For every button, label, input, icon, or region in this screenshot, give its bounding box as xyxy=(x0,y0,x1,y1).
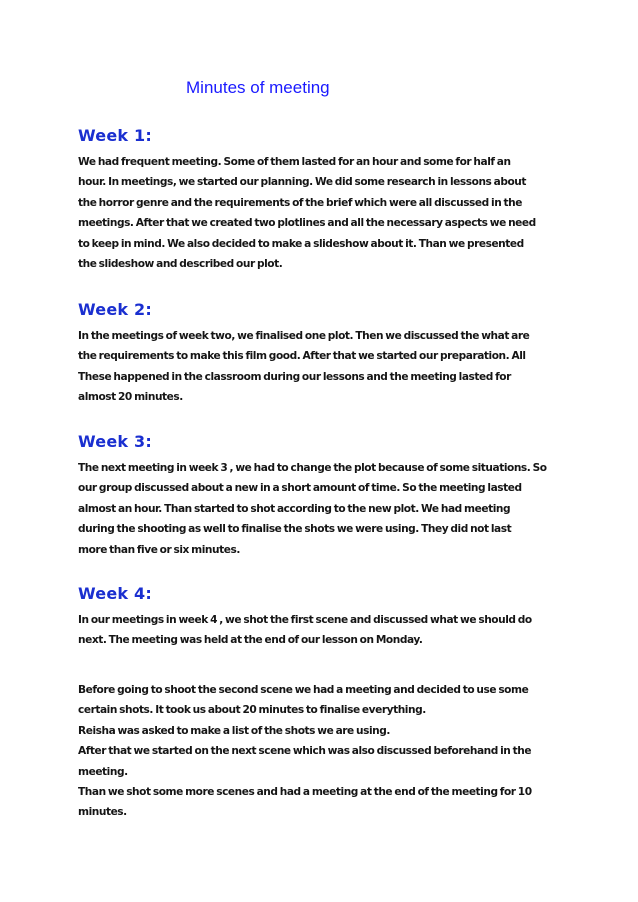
text-line: We had frequent meeting. Some of them lasted for an hour and some for half an xyxy=(78,156,511,168)
page-title: Minutes of meeting xyxy=(186,78,330,97)
text-line: next. The meeting was held at the end of our lesson on Monday. xyxy=(78,634,423,647)
text-line: Reisha was asked to make a list of the shots we are using. xyxy=(78,724,390,737)
text-line: In our meetings in week 4 , we shot the first scene and discussed what we should do xyxy=(78,614,532,626)
text-line: The next meeting in week 3 , we had to change the plot because of some situations. So xyxy=(78,462,547,474)
text-line: certain shots. It took us about 20 minutes to finalise everything. xyxy=(78,704,426,717)
text-line: In the meetings of week two, we finalised one plot. Then we discussed the what are xyxy=(78,330,530,342)
week-4-section xyxy=(78,584,568,651)
week-1-section xyxy=(78,126,568,274)
text-line: the requirements to make this film good. After that we started our preparation. All xyxy=(78,350,526,363)
week-4-extra-paragraph xyxy=(78,680,568,823)
week-3-paragraph xyxy=(78,458,568,560)
text-line: almost an hour. Than started to shot according to the new plot. We had meeting xyxy=(78,502,511,515)
text-line: almost 20 minutes. xyxy=(78,391,183,404)
text-line: meeting. xyxy=(78,765,128,778)
text-line: Than we shot some more scenes and had a meeting at the end of the meeting for 10 xyxy=(78,786,532,799)
text-line: hour. In meetings, we started our planning. We did some research in lessons about xyxy=(78,176,526,189)
week-2-heading: Week 2: xyxy=(78,300,152,319)
text-line: the slideshow and described our plot. xyxy=(78,258,283,271)
week-2-section xyxy=(78,300,568,408)
text-line: meetings. After that we created two plotlines and all the necessary aspects we need xyxy=(78,217,536,230)
week-1-heading: Week 1: xyxy=(78,126,152,145)
week-3-heading: Week 3: xyxy=(78,432,152,451)
text-line: more than five or six minutes. xyxy=(78,543,240,556)
week-1-paragraph xyxy=(78,152,568,274)
text-line: our group discussed about a new in a short amount of time. So the meeting lasted xyxy=(78,482,522,495)
week-4-paragraph xyxy=(78,610,568,651)
week-4-continued xyxy=(78,680,568,823)
week-2-paragraph xyxy=(78,326,568,408)
text-line: during the shooting as well to finalise the shots we were using. They did not last xyxy=(78,523,512,536)
text-line: the horror genre and the requirements of the brief which were all discussed in the xyxy=(78,196,522,209)
text-line: These happened in the classroom during our lessons and the meeting lasted for xyxy=(78,370,511,383)
text-line: Before going to shoot the second scene we had a meeting and decided to use some xyxy=(78,684,529,696)
text-line: to keep in mind. We also decided to make a slideshow about it. Than we presented xyxy=(78,237,524,250)
week-3-section xyxy=(78,432,568,560)
week-4-heading: Week 4: xyxy=(78,584,152,603)
text-line: After that we started on the next scene which was also discussed beforehand in the xyxy=(78,745,532,758)
text-line: minutes. xyxy=(78,806,127,819)
